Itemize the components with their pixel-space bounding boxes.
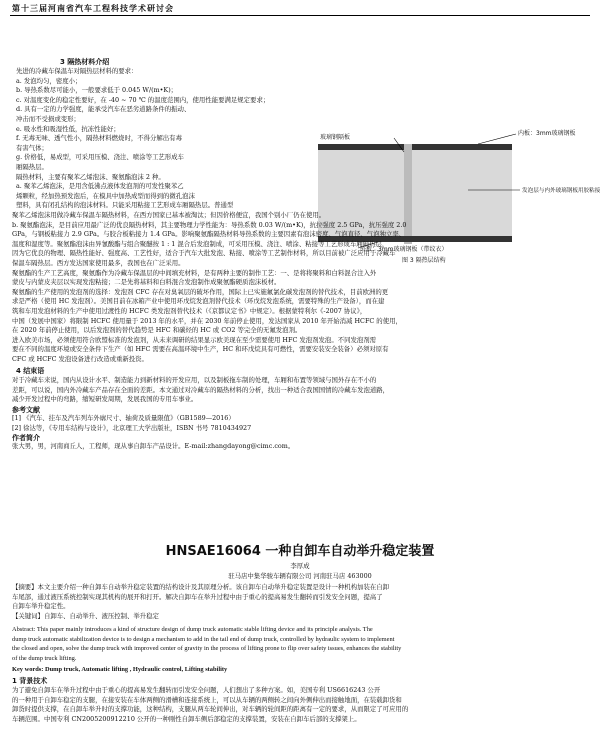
reference-item: [2] 徐达等，《专用车结构与设计》，北京理工大学出版社，ISBN 书号 7810434927 bbox=[12, 423, 252, 432]
article-1-body bbox=[12, 211, 588, 365]
text-line: 减少开发过程中的弯路，缩短研发周期，发展我国的专用车事业。 bbox=[12, 395, 198, 404]
leader-top bbox=[478, 134, 516, 144]
text-line: 厢隔热层。 bbox=[16, 162, 48, 171]
running-header: 第十三届河南省汽车工程科技学术研讨会 bbox=[12, 4, 174, 13]
text-line: 塑料，具有闭孔结构的泡沫材料。只能采用粘接工艺形成车厢隔热层。普通型 bbox=[16, 201, 234, 210]
text-line: 差距，可以说，国内外冷藏车产品存在全面的差距。本文通过对冷藏车的隔热材料的分析，找出一种适合我国国情的冷藏车发泡道路， bbox=[12, 385, 390, 394]
text-line: f. 无毒无味、透气性小，隔热材料燃烧时，不得分解出有毒 bbox=[16, 134, 182, 143]
background-title: 1 背景技术 bbox=[12, 677, 48, 685]
section-4-title: 4 结束语 bbox=[16, 367, 45, 375]
conclusion-text bbox=[12, 376, 588, 405]
article-2-title: HNSAE16064 一种自卸车自动举升稳定装置 bbox=[165, 544, 435, 559]
text-line: 有害气体； bbox=[16, 143, 48, 152]
article-2-affiliation: 驻马店中集华骏车辆有限公司 河南驻马店 463000 bbox=[228, 572, 372, 580]
text-line: 隔热材料，主要有聚苯乙烯泡沫、聚氨酯泡沫 2 种。 bbox=[16, 172, 165, 181]
reference-item: [1] 《汽车、挂车及汽车列车外廓尺寸、轴荷及质量限值》（GB1589—2016） bbox=[12, 414, 235, 422]
text-line: a. 发泡均匀，密度小； bbox=[16, 76, 82, 85]
text-line: e. 吸水性和吸湿性低，抗冻性能好； bbox=[16, 124, 120, 133]
figure-label-top: 内板：3mm玻璃钢板 bbox=[518, 130, 576, 137]
text-line: 筑和车用发泡材料的生产中使用过渡性的 HCFC 类发泡剂替代技术（《京都议定书》中规定）。根据蒙特利尔《-2007 协议》， bbox=[12, 306, 367, 315]
text-line: 因为它优良的物理、隔热性能好、强度高、工艺性好，适合于汽车大批发泡、粘接、喷涂等工艺制作材料，所以目前被广泛应用于冷藏车 bbox=[12, 249, 396, 258]
text-line: 冲击而不受损或变形； bbox=[16, 114, 80, 123]
text-line: 在 2020 年前停止使用，以后发泡剂的替代趋势是 HFC 和碳烃的 HC 或 CO2 等完全的无氟发泡剂。 bbox=[12, 326, 302, 335]
inner-board-right bbox=[412, 144, 512, 150]
text-line: 要在不同的温度环境或安全条件下生产（如 HFC 需要在高温环境中生产，HC 和环戊烷具有可燃性，需要安装安全装备）必须对原有 bbox=[12, 345, 389, 354]
text-line: 自卸车举升稳定性。 bbox=[12, 602, 70, 611]
text-line: 求是严格（使用 HC 发泡剂）。美国目前在冰箱产业中使用环戊烷发泡剂替代技术（环戊烷发泡系统，需要特殊的生产设备），而在建 bbox=[12, 297, 385, 306]
text-line: 为了避免自卸车在举升过程中由于重心的提高易发生翻转而引发安全问题，人们想出了多种方案。如，美国专利 US6616243 公开 bbox=[12, 686, 381, 694]
text-line: dump truck automatic stabilization device is to design a mechanism to add in the tail end of dump truck, controlled by hydraulic system to implement bbox=[12, 635, 395, 643]
text-line: 聚氨酯的生产工艺高度，聚氨酯作为冷藏车保温层的中间填充材料，是有两种主要的制作工艺：一、是将将聚料和白料混合注入外 bbox=[12, 268, 377, 277]
text-line: 的一种用于自卸车稳定的支腿，在接安装在车体两侧的滑槽和连接系统上，可以从车辆的两侧转之间向外侧伸出而接触地面，在装载卸货和 bbox=[12, 695, 402, 704]
inner-board bbox=[318, 144, 404, 150]
figure-label-left: 玻璃钢隔板 bbox=[320, 134, 351, 141]
article-2-author: 李厚成 bbox=[290, 562, 310, 570]
figure-label-mid: 发泡层与内外玻璃钢板用胶粘接 bbox=[522, 188, 600, 194]
text-line: the closed and open, solve the dump truck with improved center of gravity in the process of lifting prone to flip over safety issues, enhances the stability bbox=[12, 645, 402, 653]
header-rule bbox=[10, 15, 590, 16]
text-line: 保温车隔热层。西方发达国家使用最多，我国也在广泛采用。 bbox=[12, 258, 185, 267]
section-3-left-column bbox=[16, 67, 316, 211]
author-bio: 张大男，男，河南商丘人，工程师，现从事自卸车产品设计。E-mail:zhangdayong@cimc.com。 bbox=[12, 442, 295, 450]
text-line: 聚氨酯的生产使用的发泡剂的选择：发泡剂 CFC 存在对臭氧层的破坏作用，国际上已实施氟氯化碳发泡剂的替代技术，目前欧洲的更 bbox=[12, 287, 389, 296]
text-line: 烯颗粒，经加热预发泡后，在模具中加热成型而得到的微孔泡沫 bbox=[16, 191, 195, 200]
section-3-title: 3 隔热材料介绍 bbox=[60, 58, 110, 66]
text-line: 先进的冷藏车保温车对隔热层材料的要求： bbox=[16, 67, 138, 75]
text-line: b. 导热系数尽可能小，一般要求低于 0.045 W/(m•K)； bbox=[16, 86, 178, 95]
text-line: 对于冷藏车来说，国内从设计水平、制造能力到新材料的开发应用，以及制板拖车制的处理，车厢和布置等领域与国外存在不小的 bbox=[12, 376, 377, 384]
text-line: CFC 或 HCFC 发泡设备进行改造或重新投资。 bbox=[12, 354, 148, 363]
text-line: 车辆范围。中国专利 CN2005200912210 公开的一种刚性自卸车侧后部稳定的支撑装置，安装在自卸车后部的支撑架上。 bbox=[12, 714, 361, 723]
text-line: 聚苯乙烯泡沫用做冷藏车保温车隔热材料，在西方国家已基本被淘汰；但因价格便宜，我国个别小厂仍在使用。 bbox=[12, 211, 326, 219]
text-line: 车尾部，通过液压系统控制实现其机构的展开和打开。解决自卸车在举升过程中由于重心的提高易发生翻转而引发安全问题，提高了 bbox=[12, 592, 383, 601]
text-line: d. 具有一定的力学强度，能承受汽车在恶劣道路条件的振动、 bbox=[16, 105, 191, 114]
author-bio-title: 作者简介 bbox=[12, 434, 40, 442]
text-line: 【摘要】本文主要介绍一种自卸车自动举升稳定装置的结构设计及其原理分析。该自卸车自动举升稳定装置是设计一种机构加装在自卸 bbox=[12, 583, 390, 591]
text-line: c. 对温度变化的稳定性要好，在 -40 ~ 70 ℃ 的温度范围内，使用性能要满足规定要求； bbox=[16, 95, 270, 104]
text-line: a. 聚苯乙烯泡沫，是用含低沸点液体发泡剂的可发性聚苯乙 bbox=[16, 182, 184, 191]
keywords-en: Key words: Dump truck, Automatic lifting , Hydraulic control, Lifting stability bbox=[12, 666, 228, 673]
text-line: g. 价格低，易成型，可采用压模、浇注、喷涂等工艺形成车 bbox=[16, 153, 184, 162]
abstract-en bbox=[12, 625, 588, 663]
figure-label-bottom: 外板：3mm玻璃钢板（带纹衣） bbox=[360, 246, 448, 253]
references-list bbox=[12, 414, 588, 433]
text-line: 进入欧美市场，必须使用符合欧盟标准的发泡剂，从未来调研的结果显示欧美现在至少需要使用 HFC 发泡剂发泡。不同发泡剂需 bbox=[12, 335, 377, 344]
background-text bbox=[12, 686, 588, 724]
text-line: GPa，与钢板粘接力 2.9 GPa。与胶合板粘接力 1.4 GPa。影响聚氨酯隔热材料导热系数的主要因素有泡沫密度、气泡直径、气泡独立率、 bbox=[12, 230, 406, 239]
references-title: 参考文献 bbox=[12, 406, 40, 414]
abstract-cn bbox=[12, 583, 588, 612]
text-line: 卸货时提供支撑，在自卸车举升时的支撑功能，这种结构，支腿从两车轮间伸出，对车辆的轮间距的距离有一定的要求，从而限定了可应用的 bbox=[12, 705, 409, 714]
text-line: Abstract: This paper mainly introduces a kind of structure design of dump truck automatic stable lifting device and its principle analysis. The bbox=[12, 626, 373, 633]
text-line: of the dump truck lifting. bbox=[12, 654, 77, 662]
text-line: 温度和湿度等。聚氨酯泡沫由异氰酸酯与组合聚醚按 1 : 1 混合后发泡制成，可采用压模、浇注、喷涂、粘接等工艺形成车厢隔热层， bbox=[12, 239, 389, 248]
text-line: 蒙皮与内蒙皮夹层以实现发泡粘接；二是先将基料和白料混合发泡制作成聚氨酯硬质泡沫板材。 bbox=[12, 278, 281, 287]
text-line: b. 聚氨酯泡沫，是目前应用最广泛的优良隔热材料，其主要物理力学性能为：导热系数 0.03 W/(m•K)，抗拉强度 2.5 GPa，抗压强度 2.0 bbox=[12, 220, 407, 229]
figure-caption: 图 3 隔热层结构 bbox=[402, 257, 446, 264]
keywords-cn: 【关键词】自卸车、自动举升、液压控制、举升稳定 bbox=[12, 612, 159, 620]
text-line: 中国（发展中国家）将限制 HCFC 使用量于 2013 年的水平，并在 2030 年前停止使用，发达国家从 2010 年开始消减 HCFC 的使用， bbox=[12, 316, 402, 325]
